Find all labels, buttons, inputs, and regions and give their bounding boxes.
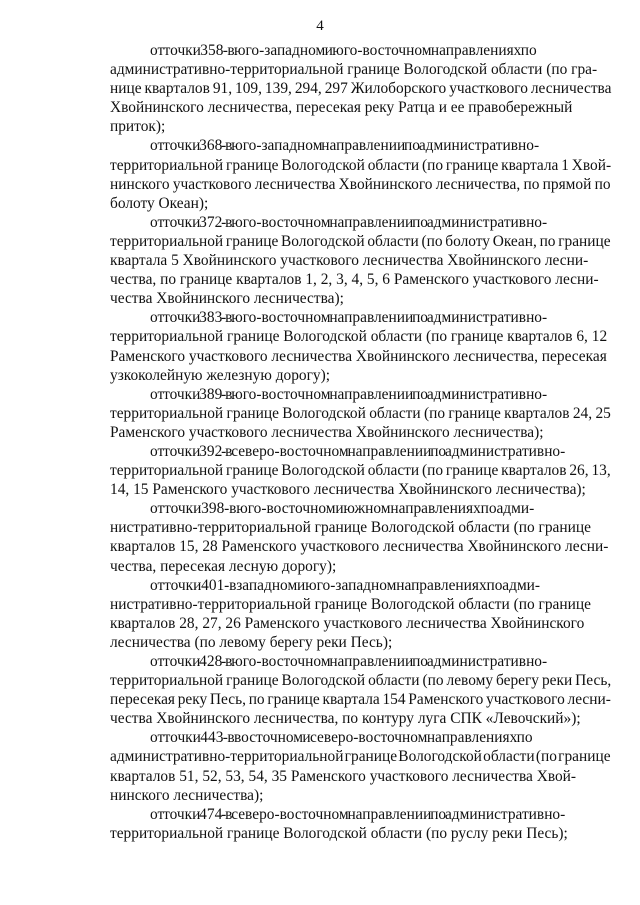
boundary-paragraph [110, 499, 611, 575]
text-line: кварталов 51, 52, 53, 54, 35 Раменского участкового лесничества Хвой- [110, 767, 577, 785]
text-line: территориальной границе Вологодской области (по границе кварталов 24, 25 [110, 404, 611, 422]
text-line: Раменского участкового лесничества Хвойнинского лесничества); [110, 423, 544, 441]
text-line: лесничества (по левому берегу реки Песь); [110, 633, 393, 651]
boundary-paragraph [110, 41, 611, 136]
boundary-paragraph [110, 576, 611, 652]
text-line: территориальной границе Вологодской области (по границе квартала 1 Хвой- [110, 156, 612, 174]
text-line: от точки 372 - в юго-восточном направлении по административно- [150, 213, 548, 231]
boundary-paragraph [110, 728, 611, 804]
text-line: территориальной границе Вологодской области (по границе кварталов 6, 12 [110, 328, 608, 346]
text-line: нистративно-территориальной границе Вологодской области (по границе [110, 595, 591, 613]
boundary-paragraph [110, 213, 611, 308]
text-line: нице кварталов 91, 109, 139, 294, 297 Жилоборского участкового лесничества [110, 80, 612, 98]
text-line: Хвойнинского лесничества, пересекая реку Ратца и ее правобережный [110, 99, 573, 117]
text-line: территориальной границе Вологодской области (по руслу реки Песь); [110, 824, 568, 842]
text-line: административно-территориальной границе Вологодской области (по гра- [110, 61, 598, 79]
text-line: чества Хвойнинского лесничества); [110, 290, 344, 308]
text-line: чества, пересекая лесную дорогу); [110, 557, 337, 575]
page-number: 4 [316, 18, 324, 34]
text-line: пересекая реку Песь, по границе квартала 154 Раменского участкового лесни- [110, 691, 611, 709]
text-line: территориальной границе Вологодской области (по болоту Океан, по границе [110, 232, 611, 250]
text-line: административно-территориальной границе Вологодской области (по границе [110, 748, 611, 766]
text-line: квартала 5 Хвойнинского участкового лесничества Хвойнинского лесни- [110, 252, 589, 270]
text-line: от точки 383 - в юго-восточном направлении по административно- [150, 309, 548, 327]
boundary-paragraph [110, 136, 611, 212]
text-line: от точки 368 - в юго-западном направлении по административно- [150, 137, 540, 155]
text-line: территориальной границе Вологодской области (по границе кварталов 26, 13, [110, 462, 611, 480]
text-line: от точки 443 - в восточном и северо-восточном направлениях по [150, 729, 533, 747]
text-line: территориальной границе Вологодской области (по левому берегу реки Песь, [110, 672, 612, 690]
boundary-paragraph [110, 805, 611, 843]
text-line: чества, по границе кварталов 1, 2, 3, 4, 5, 6 Раменского участкового лесни- [110, 271, 599, 289]
boundary-paragraph [110, 442, 611, 499]
text-line: болоту Океан); [110, 194, 209, 212]
text-line: от точки 392 - в северо-восточном направлении по административно- [150, 442, 566, 460]
text-line: узкоколейную железную дорогу); [110, 366, 331, 384]
text-line: Раменского участкового лесничества Хвойнинского лесничества, пересекая [110, 347, 607, 365]
text-line: от точки 398 - в юго-восточном и южном направлениях по адми- [150, 500, 535, 518]
text-line: кварталов 28, 27, 26 Раменского участкового лесничества Хвойнинского [110, 614, 585, 632]
text-line: 14, 15 Раменского участкового лесничества Хвойнинского лесничества); [110, 481, 586, 499]
text-line: приток); [110, 118, 166, 136]
boundary-paragraph [110, 652, 611, 728]
text-line: чества Хвойнинского лесничества, по контуру луга СПК «Левочский»); [110, 710, 581, 728]
text-line: от точки 389 - в юго-восточном направлении по административно- [150, 385, 548, 403]
text-line: от точки 428 - в юго-восточном направлении по административно- [150, 653, 548, 670]
text-line: от точки 474 - в северо-восточном направлении по административно- [150, 805, 566, 823]
document-body [110, 41, 611, 843]
text-line: нинского лесничества); [110, 786, 264, 804]
text-line: кварталов 15, 28 Раменского участкового лесничества Хвойнинского лесни- [110, 538, 609, 556]
text-line: нинского участкового лесничества Хвойнинского лесничества, по прямой по [110, 175, 611, 193]
text-line: от точки 358 - в юго-западном и юго-восточном направлениях по [150, 42, 537, 59]
text-line: от точки 401 - в западном и юго-западном направлениях по адми- [150, 576, 541, 594]
boundary-paragraph [110, 308, 611, 384]
boundary-paragraph [110, 385, 611, 442]
text-line: нистративно-территориальной границе Вологодской области (по границе [110, 519, 591, 537]
